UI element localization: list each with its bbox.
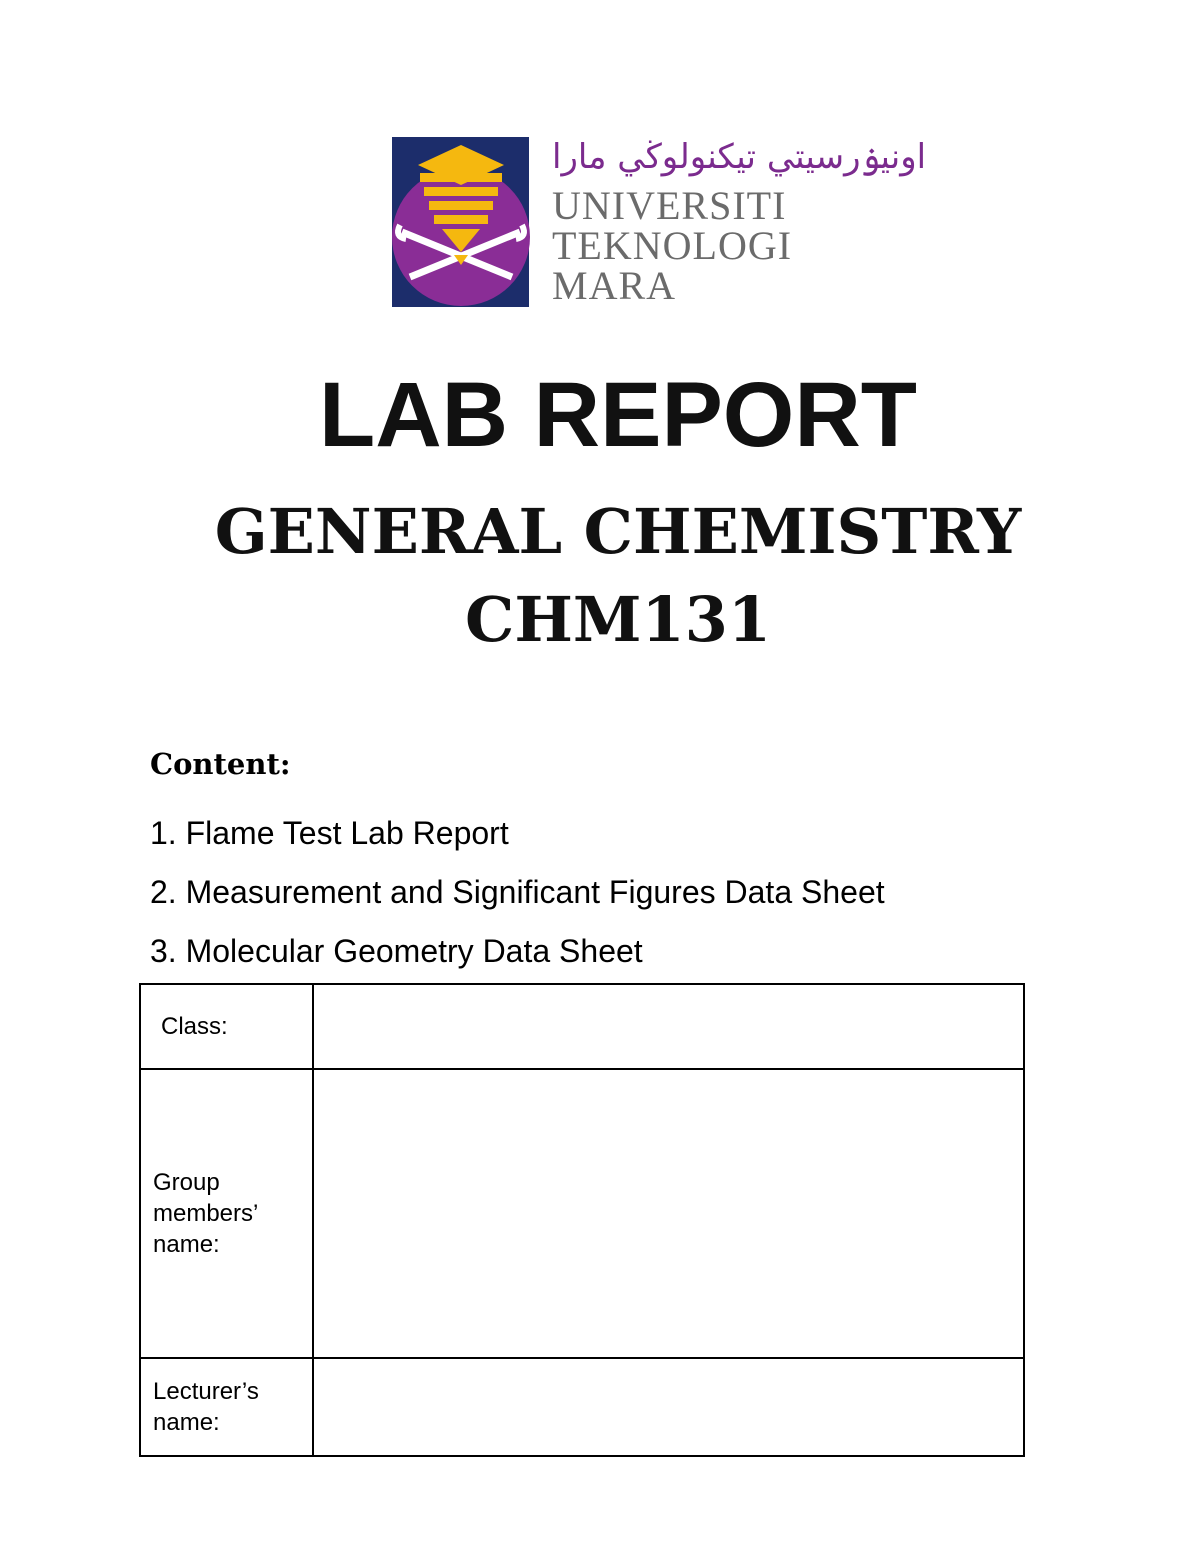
content-item: 3. Molecular Geometry Data Sheet — [150, 933, 643, 969]
lecturer-label: Lecturer’s name: — [140, 1358, 313, 1456]
class-field[interactable] — [313, 984, 1024, 1069]
group-members-field[interactable] — [313, 1069, 1024, 1358]
university-name-line-3: MARA — [552, 263, 677, 308]
student-info-table — [139, 983, 1025, 1457]
course-code: CHM131 — [465, 583, 771, 656]
university-name-line-1: UNIVERSITI — [552, 183, 787, 228]
university-name-line-2: TEKNOLOGI — [552, 223, 793, 268]
university-name-arabic: اونيۏرسيتي تيکنولوڬي مارا — [552, 137, 927, 177]
class-label: Class: — [140, 984, 313, 1069]
content-item: 2. Measurement and Significant Figures Data Sheet — [150, 874, 885, 910]
table-row-lecturer — [140, 1358, 1024, 1456]
table-row-group-members — [140, 1069, 1024, 1358]
table-row-class — [140, 984, 1024, 1069]
lecturer-field[interactable] — [313, 1358, 1024, 1456]
report-title: LAB REPORT — [319, 364, 917, 466]
group-members-label: Group members’ name: — [140, 1069, 313, 1358]
university-crest-icon — [392, 137, 532, 307]
content-list — [150, 804, 885, 981]
content-item: 1. Flame Test Lab Report — [150, 815, 509, 851]
course-name: GENERAL CHEMISTRY — [214, 495, 1022, 568]
content-heading: Content: — [150, 747, 291, 781]
